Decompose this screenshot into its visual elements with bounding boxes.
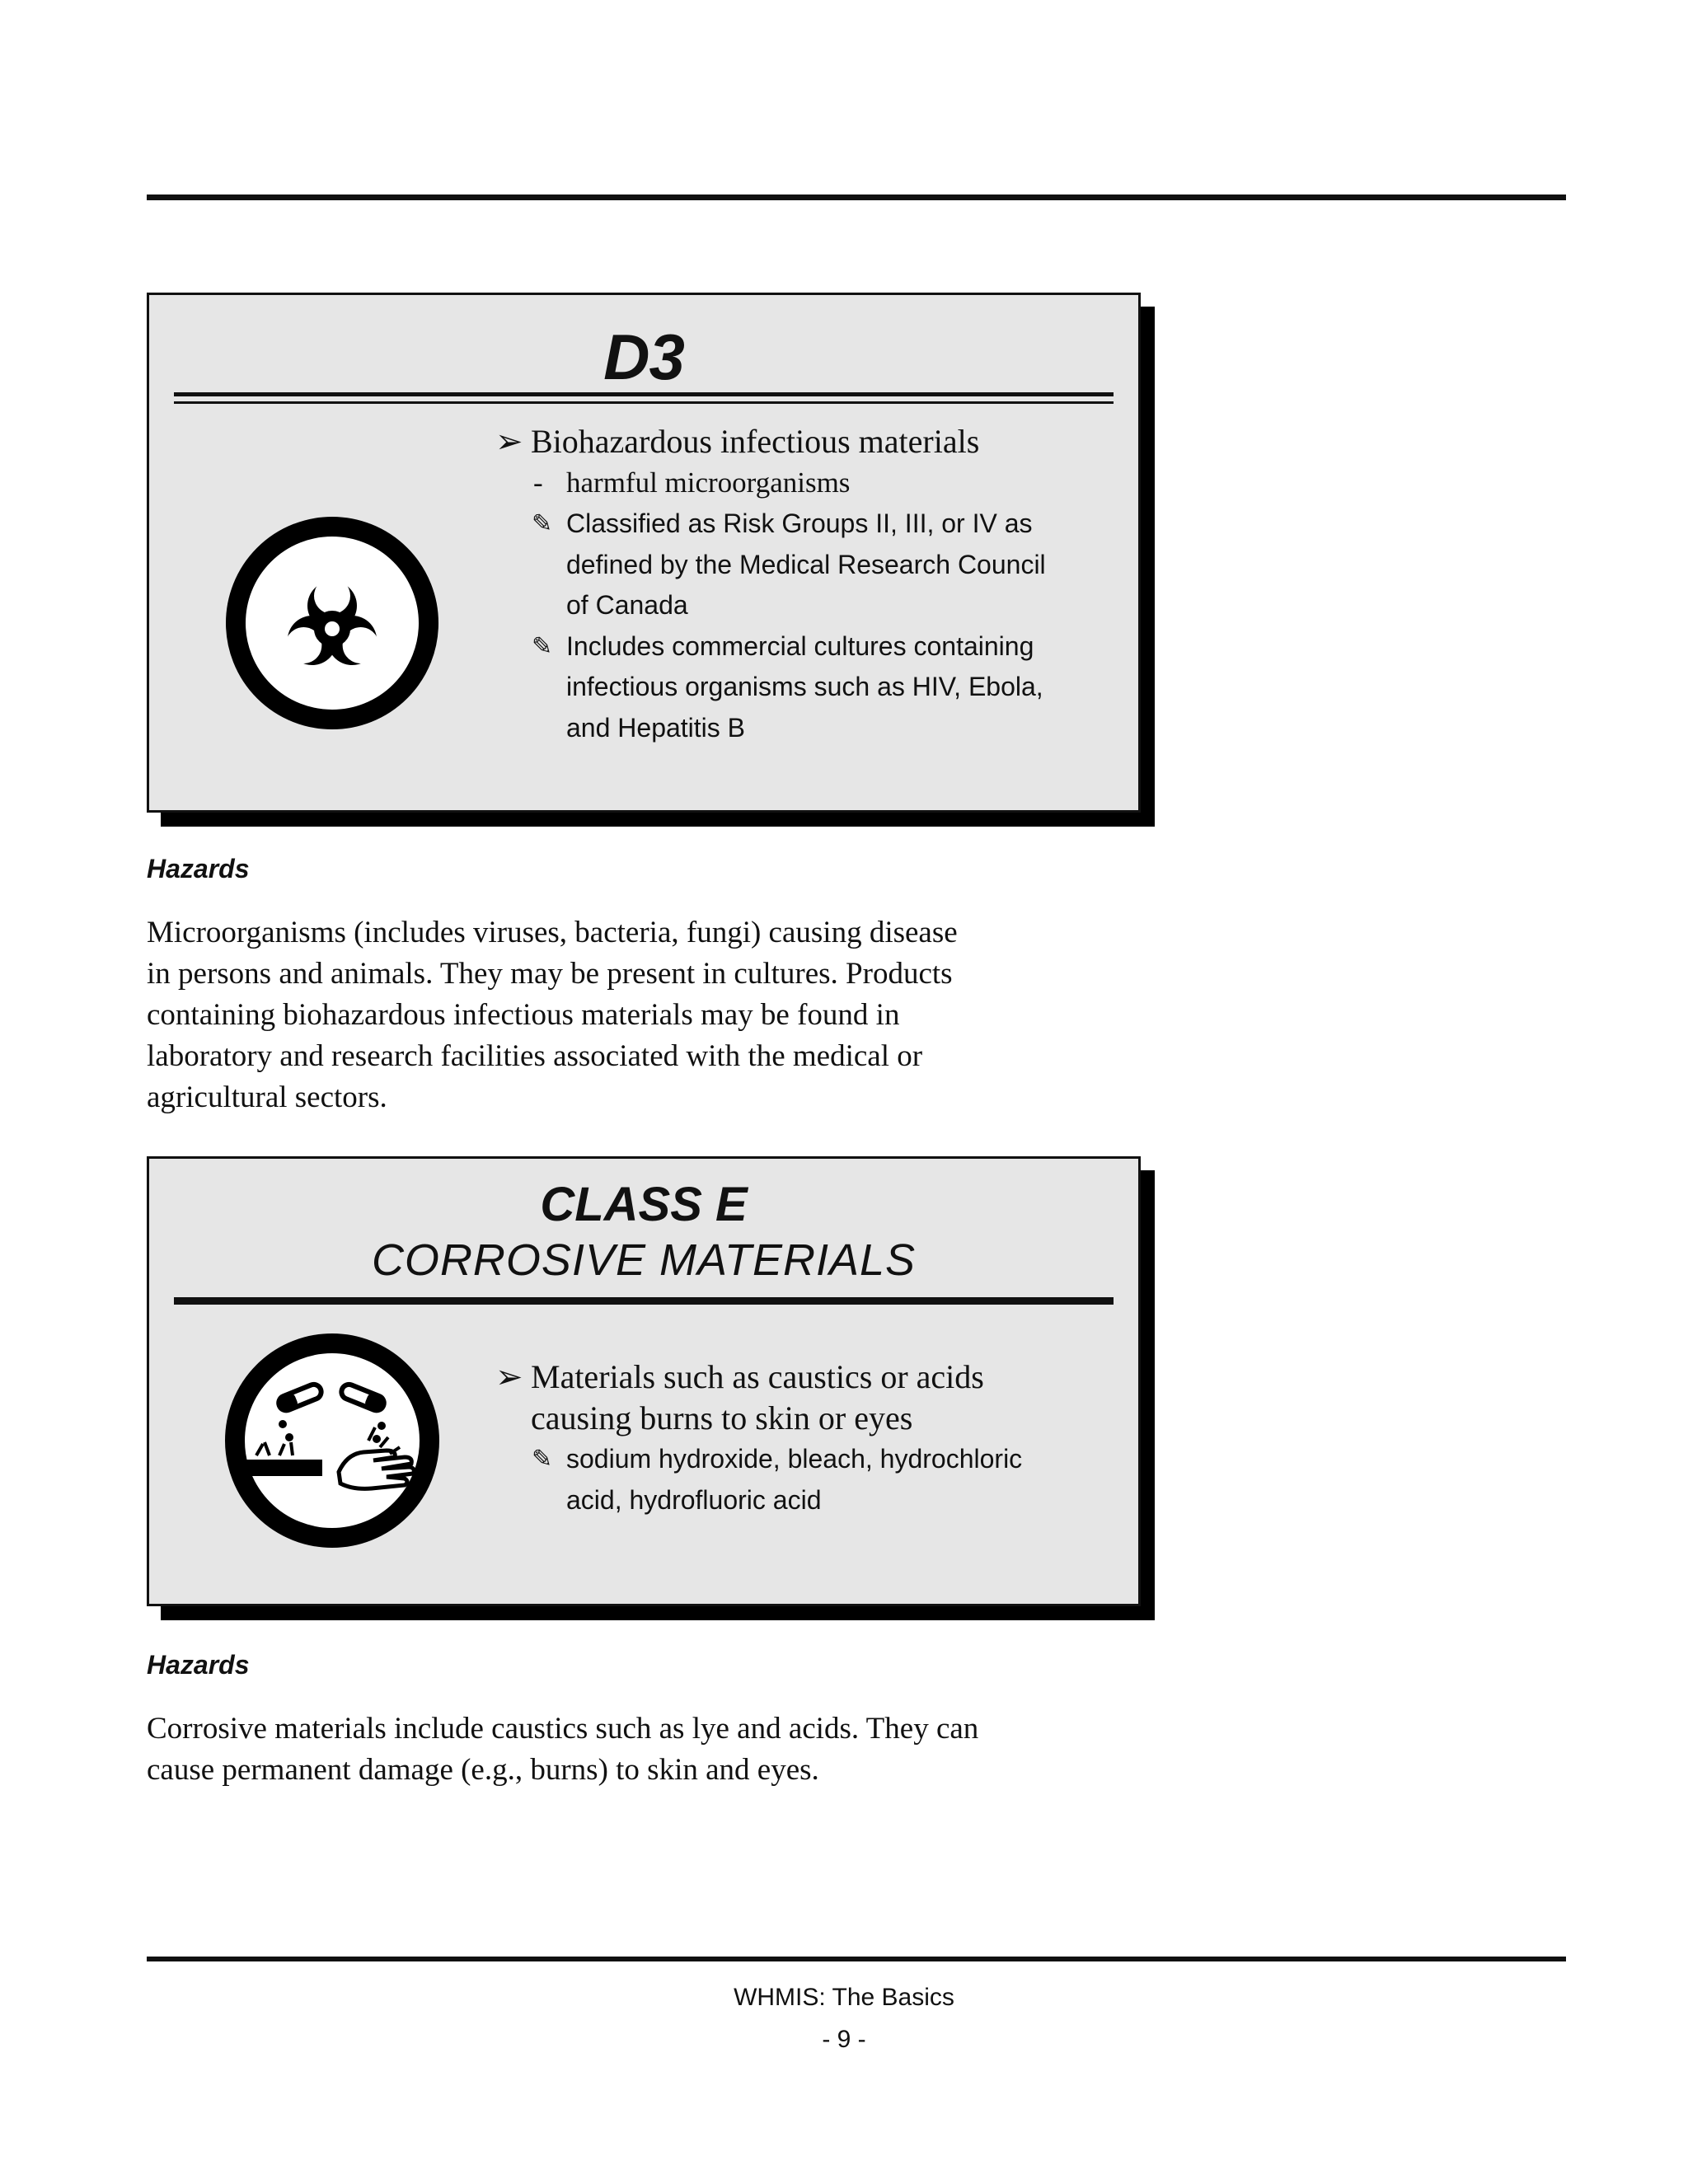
footer-rule (147, 1957, 1566, 1961)
pointing-hand-icon: ✎ (532, 1446, 553, 1473)
class-e-hazards-heading: Hazards (147, 1650, 250, 1680)
header-rule (147, 194, 1566, 200)
class-e-box (147, 1156, 1141, 1606)
pointing-hand-icon: ✎ (532, 510, 553, 537)
page-number: - 9 - (822, 2026, 866, 2053)
d3-hazards-paragraph: Microorganisms (includes viruses, bacteria, fungi) causing disease in persons and animals. They may be present in cultures. Products containing biohazardous infectious materials may be found in laboratory and research facilities associated with the medical or agricultural sectors. (147, 916, 958, 1114)
biohazard-icon (225, 516, 439, 730)
dash-bullet: - (533, 466, 543, 499)
arrow-bullet-icon: ➢ (495, 423, 523, 460)
d3-bullet: ➢ Biohazardous infectious materials (495, 421, 1114, 462)
class-e-description (495, 1357, 1114, 1521)
class-e-hazards-paragraph: Corrosive materials include caustics such as lye and acids. They can cause permanent damage (e.g., burns) to skin and eyes. (147, 1712, 979, 1787)
class-e-title-rule (174, 1297, 1114, 1305)
d3-sub-item: ✎ Classified as Risk Groups II, III, or IV as defined by the Medical Research Council of Canada (495, 504, 1114, 626)
pointing-hand-icon: ✎ (532, 632, 553, 660)
footer-title: WHMIS: The Basics (734, 1984, 954, 2011)
d3-description (495, 421, 1114, 748)
d3-hazards-heading: Hazards (147, 854, 250, 883)
class-e-bullet: ➢ Materials such as caustics or acids causing burns to skin or eyes (495, 1358, 984, 1436)
d3-title-rule (174, 392, 1114, 404)
d3-dash-item: - harmful microorganisms (495, 462, 1114, 504)
class-e-title: CLASS E (540, 1178, 748, 1231)
d3-sub-item: ✎ Includes commercial cultures containing infectious organisms such as HIV, Ebola, and Hepatitis B (495, 626, 1114, 749)
class-e-sub-item: ✎ sodium hydroxide, bleach, hydrochloric acid, hydrofluoric acid (495, 1439, 1114, 1521)
d3-title: D3 (603, 321, 684, 393)
class-e-subtitle: CORROSIVE MATERIALS (371, 1235, 917, 1285)
d3-class-box (147, 293, 1141, 813)
arrow-bullet-icon: ➢ (495, 1358, 523, 1395)
corrosive-icon (223, 1332, 441, 1549)
